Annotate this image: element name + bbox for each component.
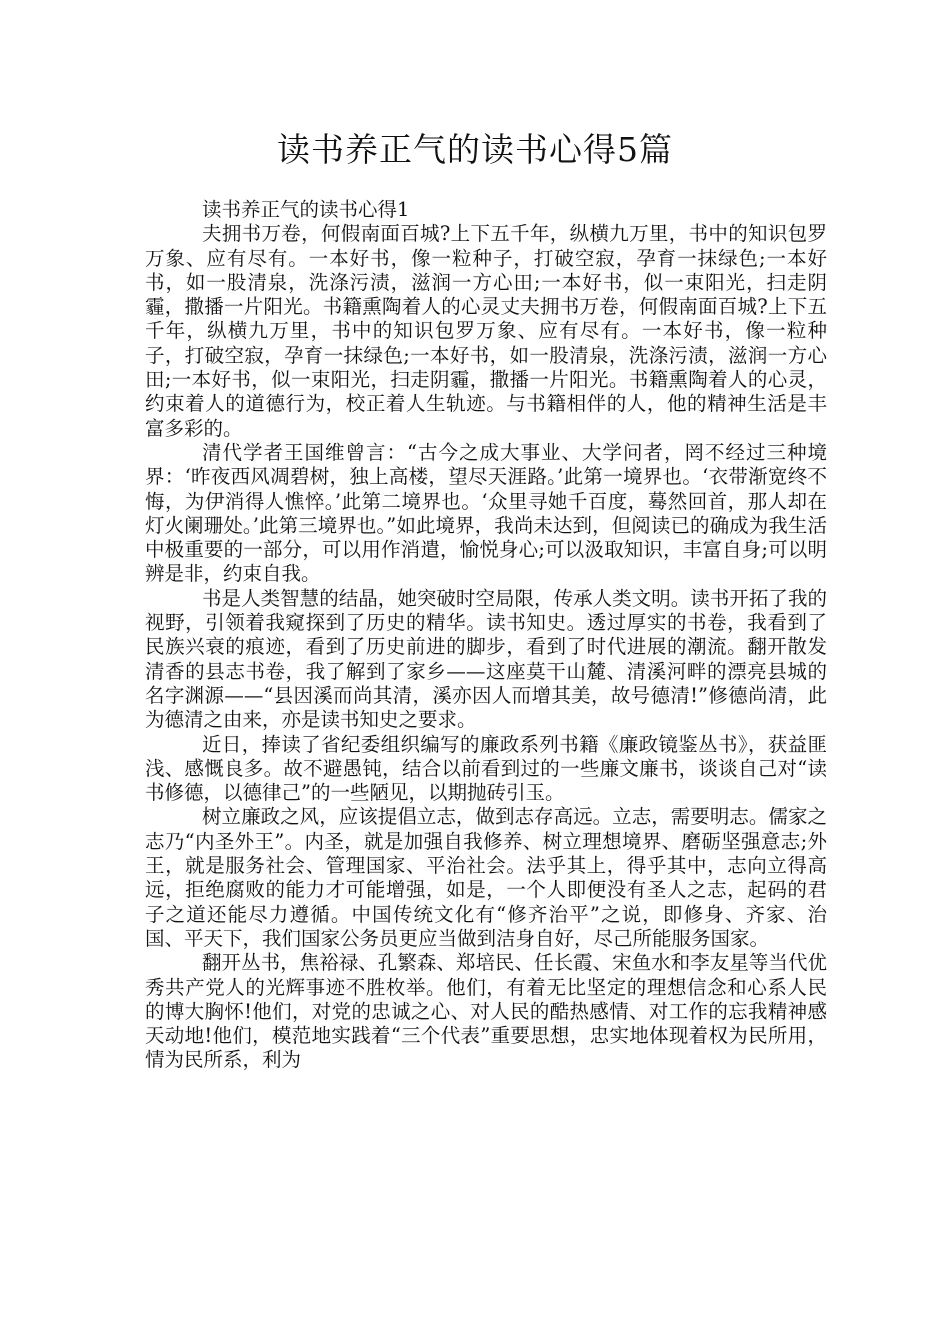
section-heading: 读书养正气的读书心得1 [202,198,410,221]
paragraph-4: 近日，捧读了省纪委组织编写的廉政系列书籍《廉政镜鉴丛书》，获益匪浅、感慨良多。故不避愚钝，结合以前看到过的一些廉文廉书，谈谈自己对“读书修德，以德律己”的一些陋见，以期抛砖引玉。 [145,732,827,805]
paragraph-1: 夫拥书万卷，何假南面百城?上下五千年，纵横九万里，书中的知识包罗万象、应有尽有。一本好书，像一粒种子，打破空寂，孕育一抹绿色;一本好书，如一股清泉，洗涤污渍，滋润一方心田;一本好书，似一束阳光，扫走阴霾，撒播一片阳光。书籍熏陶着人的心灵丈夫拥书万卷，何假南面百城?上下五千年，纵横九万里，书中的知识包罗万象、应有尽有。一本好书，像一粒种子，打破空寂，孕育一抹绿色;一本好书，如一股清泉，洗涤污渍，滋润一方心田;一本好书，似一束阳光，扫走阴霾，撒播一片阳光。书籍熏陶着人的心灵，约束着人的道德行为，校正着人生轨迹。与书籍相伴的人，他的精神生活是丰富多彩的。 [145,222,827,440]
paragraph-2: 清代学者王国维曾言：“古今之成大事业、大学问者，罔不经过三种境界：‘昨夜西风凋碧树，独上高楼，望尽天涯路。’此第一境界也。‘衣带渐宽终不悔，为伊消得人憔悴。’此第二境界也。‘众里寻她千百度，蓦然回首，那人却在灯火阑珊处。’此第三境界也。”如此境界，我尚未达到，但阅读已的确成为我生活中极重要的一部分，可以用作消遣，愉悦身心;可以汲取知识，丰富自身;可以明辨是非，约束自我。 [145,440,827,586]
paragraph-3: 书是人类智慧的结晶，她突破时空局限，传承人类文明。读书开拓了我的视野，引领着我窥探到了历史的精华。读书知史。透过厚实的书卷，我看到了民族兴衰的痕迹，看到了历史前进的脚步，看到了时代进展的潮流。翻开散发清香的县志书卷，我了解到了家乡——这座莫干山麓、清溪河畔的漂亮县城的名字渊源——“县因溪而尚其清，溪亦因人而增其美，故号德清!”修德尚清，此为德清之由来，亦是读书知史之要求。 [145,586,827,732]
document-body [145,198,827,1073]
paragraph-5: 树立廉政之风，应该提倡立志，做到志存高远。立志，需要明志。儒家之志乃“内圣外王”。内圣，就是加强自我修养、树立理想境界、磨砺坚强意志;外王，就是服务社会、管理国家、平治社会。法乎其上，得乎其中，志向立得高远，拒绝腐败的能力才可能增强，如是，一个人即便没有圣人之志，起码的君子之道还能尽力遵循。中国传统文化有“修齐治平”之说，即修身、齐家、治国、平天下，我们国家公务员更应当做到洁身自好，尽己所能服务国家。 [145,805,827,950]
paragraph-6: 翻开丛书，焦裕禄、孔繁森、郑培民、任长霞、宋鱼水和李友星等当代优秀共产党人的光辉事迹不胜枚举。他们，有着无比坚定的理想信念和心系人民的博大胸怀!他们，对党的忠诚之心、对人民的酷热感情、对工作的忘我精神感天动地!他们，模范地实践着“三个代表”重要思想，忠实地体现着权为民所用，情为民所系，利为 [145,951,827,1072]
document-title: 读书养正气的读书心得5篇 [277,130,673,169]
